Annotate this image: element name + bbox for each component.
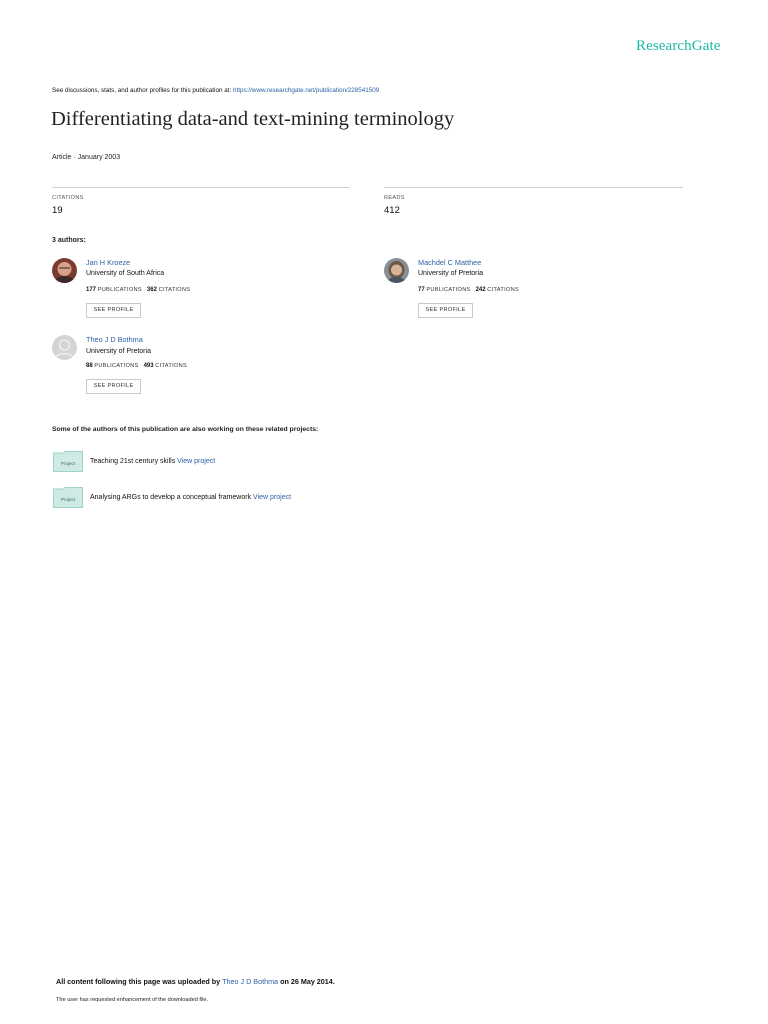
discussion-line [52, 87, 379, 94]
publications-count: 88 [86, 363, 93, 369]
folder-icon [53, 487, 83, 508]
project-icon-label: Project [60, 461, 76, 466]
see-profile-button[interactable]: SEE PROFILE [418, 303, 473, 318]
see-profile-button[interactable]: SEE PROFILE [86, 379, 141, 394]
discussion-prefix: See discussions, stats, and author profiles for this publication at: [52, 87, 232, 94]
author-affiliation: University of Pretoria [86, 348, 151, 355]
project-title: Analysing ARGs to develop a conceptual framework [90, 494, 252, 501]
author-counts [86, 363, 187, 369]
default-avatar-icon [52, 335, 77, 360]
researchgate-logo[interactable]: ResearchGate [636, 38, 721, 54]
folder-icon [53, 451, 83, 472]
upload-suffix: on 26 May 2014. [280, 977, 335, 986]
publication-title: Differentiating data-and text-mining terminology [51, 108, 455, 130]
author-affiliation: University of Pretoria [418, 270, 483, 277]
citations-count: 493 [143, 363, 154, 369]
publications-count: 77 [418, 287, 425, 293]
citations-label: CITATIONS [155, 363, 187, 369]
citations-value: 19 [52, 205, 63, 216]
enhancement-note: The user has requested enhancement of the downloaded file. [56, 997, 209, 1003]
publications-count: 177 [86, 287, 97, 293]
reads-label: READS [384, 195, 405, 201]
publication-url-link[interactable]: https://www.researchgate.net/publication/228541509 [232, 87, 380, 94]
project-folder-icon [53, 487, 83, 508]
publications-label: PUBLICATIONS [426, 287, 471, 293]
citations-divider [52, 187, 350, 188]
view-project-link[interactable]: View project [177, 458, 216, 465]
author-name-link[interactable]: Jan H Kroeze [86, 258, 131, 267]
author-counts [86, 287, 190, 293]
related-projects-heading: Some of the authors of this publication are also working on these related projects: [52, 426, 319, 433]
reads-divider [384, 187, 683, 188]
upload-notice [56, 977, 335, 986]
project-icon-label: Project [60, 497, 76, 502]
see-profile-button[interactable]: SEE PROFILE [86, 303, 141, 318]
publications-label: PUBLICATIONS [94, 363, 139, 369]
author-name-link[interactable]: Theo J D Bothma [86, 335, 143, 344]
project-item [90, 494, 291, 501]
upload-prefix: All content following this page was uploaded by [56, 977, 221, 986]
citations-label: CITATIONS [52, 195, 84, 201]
citations-count: 242 [475, 287, 486, 293]
author-counts [418, 287, 519, 293]
avatar[interactable] [384, 258, 409, 283]
authors-count-label: 3 authors: [52, 237, 86, 244]
avatar[interactable] [52, 258, 77, 283]
author-photo-icon [52, 258, 77, 283]
author-affiliation: University of South Africa [86, 270, 165, 277]
project-item [90, 458, 215, 465]
uploader-link[interactable]: Theo J D Bothma [222, 977, 279, 986]
publication-meta: Article · January 2003 [52, 154, 121, 161]
author-photo-icon [384, 258, 409, 283]
publications-label: PUBLICATIONS [97, 287, 142, 293]
project-title: Teaching 21st century skills [90, 458, 176, 465]
reads-value: 412 [384, 205, 400, 216]
view-project-link[interactable]: View project [253, 494, 292, 501]
citations-label: CITATIONS [487, 287, 519, 293]
author-name-link[interactable]: Machdel C Matthee [418, 258, 482, 267]
citations-count: 362 [146, 287, 157, 293]
avatar[interactable] [52, 335, 77, 360]
project-folder-icon [53, 451, 83, 472]
citations-label: CITATIONS [158, 287, 191, 293]
